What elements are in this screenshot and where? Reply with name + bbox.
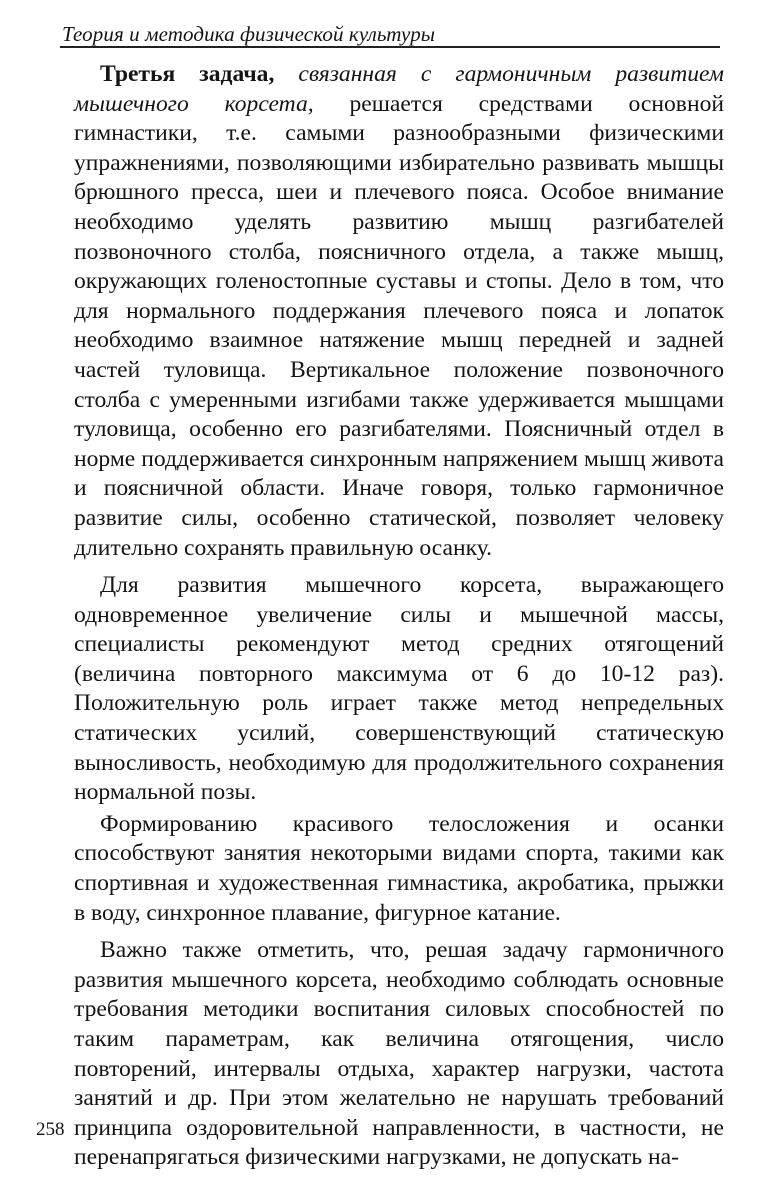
paragraph-4: Важно также отметить, что, решая задачу гармоничного развития мышечного корсета, необходимо соблюдать основные требования методики воспитания силовых способностей по таким параметрам, как величина отягощения, число повторений, интервалы отдыха, характер нагрузки, частота занятий и др. При этом желательно не нарушать требований принципа оздоровительной направленности, в частности, не перенапрягаться физическими нагрузками, не допускать на-	[74, 937, 724, 1171]
body-text	[74, 60, 724, 1173]
paragraph-1-emphasis: связанная с гармоничным развитием мышечного корсета,	[74, 61, 724, 117]
paragraph-2: Для развития мышечного корсета, выражающего одновременное увеличение силы и мышечной массы, специалисты рекомендуют метод средних отягощений (величина повторного максимума от 6 до 10-12 раз). Положительную роль играет также метод непредельных статических усилий, совершенствующий статическую выносливость, необходимую для продолжительного сохранения нормальной позы.	[74, 572, 724, 806]
paragraph-1	[74, 60, 724, 563]
paragraph-1-body: решается средствами основной гимнастики, т.е. самыми разнообразными физическими упражнениями, позволяющими избирательно развивать мышцы брюшного пресса, шеи и плечевого пояса. Особое внимание необходимо уделять развитию мышц разгибателей позвоночного столба, поясничного отдела, а также мышц, окружающих голеностопные суставы и стопы. Дело в том, что для нормального поддержания плечевого пояса и лопаток необходимо взаимное натяжение мышц передней и задней частей туловища. Вертикальное положение позвоночного столба с умеренными изгибами также удерживается мышцами туловища, особенно его разгибателями. Поясничный отдел в норме поддерживается синхронным напряжением мышц живота и поясничной области. Иначе говоря, только гармоничное развитие силы, особенно статической, позволяет человеку длительно сохранять правильную осанку.	[74, 90, 724, 561]
paragraph-3: Формированию красивого телосложения и осанки способствуют занятия некоторыми видами спорта, такими как спортивная и художественная гимнастика, акробатика, прыжки в воду, синхронное плавание, фигурное катание.	[74, 810, 724, 926]
header-rule	[60, 46, 720, 48]
running-head: Теория и методика физической культуры	[62, 22, 436, 46]
page-number: 258	[36, 1119, 65, 1140]
paragraph-1-lead: Третья задача,	[100, 61, 275, 87]
